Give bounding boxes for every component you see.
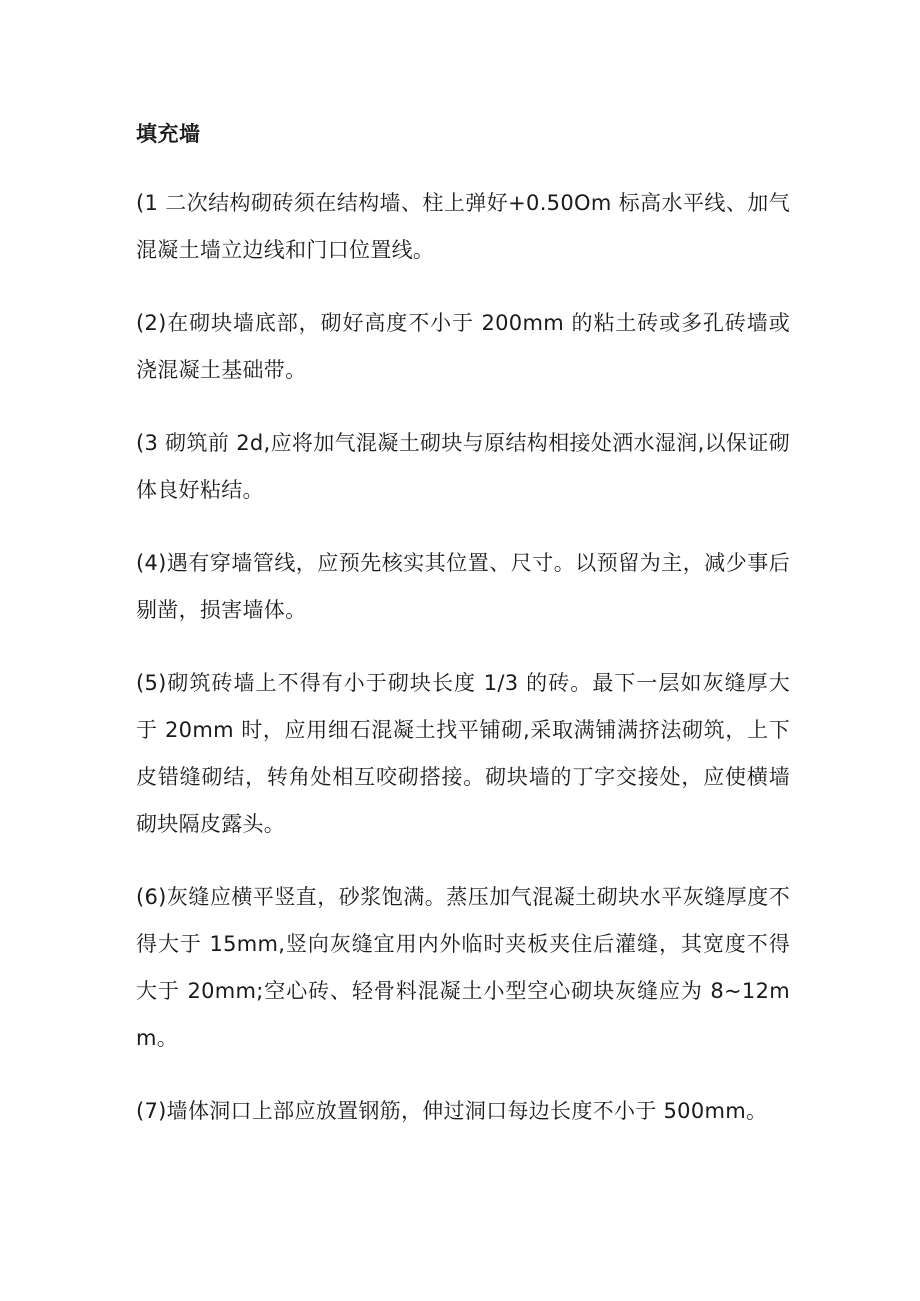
document-body xyxy=(136,116,790,1161)
paragraph-4: (4)遇有穿墙管线，应预先核实其位置、尺寸。以预留为主，减少事后剔凿，损害墙体。 xyxy=(136,551,790,622)
paragraph-5: (5)砌筑砖墙上不得有小于砌块长度 1/3 的砖。最下一层如灰缝厚大于 20mm 时，应用细石混凝土找平铺砌,采取满铺满挤法砌筑，上下皮错缝砌结，转角处相互咬砌搭接。砌块墙的丁字交接处，应使横墙砌块隔皮露头。 xyxy=(136,671,790,836)
section-heading: 填充墙 xyxy=(136,122,201,146)
paragraph-3: (3 砌筑前 2d,应将加气混凝土砌块与原结构相接处洒水湿润,以保证砌体良好粘结。 xyxy=(136,431,790,502)
paragraph-6: (6)灰缝应横平竖直，砂浆饱满。蒸压加气混凝土砌块水平灰缝厚度不得大于 15mm,竖向灰缝宜用内外临时夹板夹住后灌缝，其宽度不得大于 20mm;空心砖、轻骨料混凝土小型空心砌块灰缝应为 8~12mm。 xyxy=(136,885,790,1050)
paragraph-2: (2)在砌块墙底部，砌好高度不小于 200mm 的粘土砖或多孔砖墙或浇混凝土基础带。 xyxy=(136,311,790,382)
paragraph-1: (1 二次结构砌砖须在结构墙、柱上弹好+0.50Om 标高水平线、加气混凝土墙立边线和门口位置线。 xyxy=(136,191,790,262)
paragraph-7: (7)墙体洞口上部应放置钢筋，伸过洞口每边长度不小于 500mm。 xyxy=(136,1099,768,1123)
